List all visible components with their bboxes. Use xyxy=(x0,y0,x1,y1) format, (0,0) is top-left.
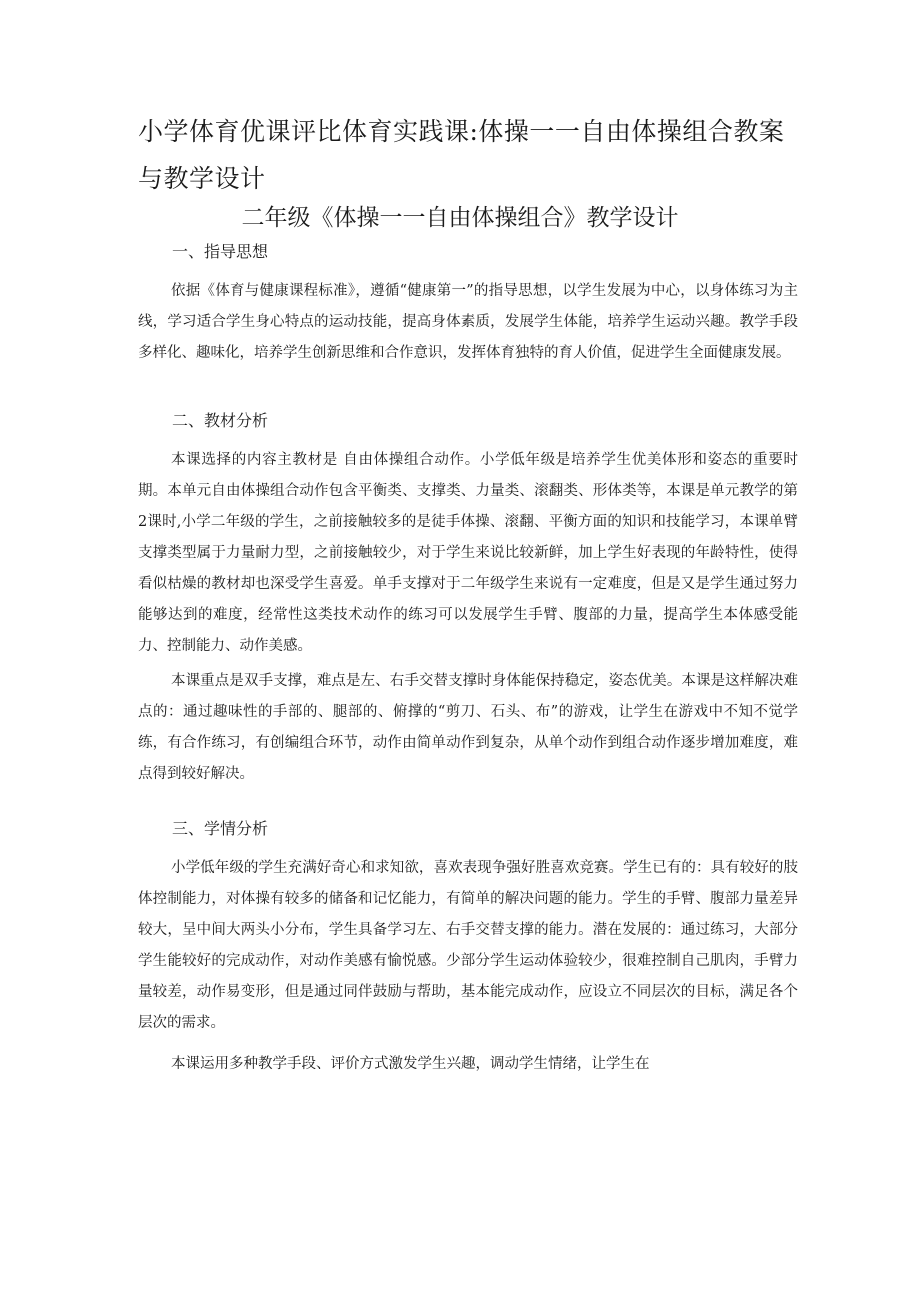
section-learner-analysis xyxy=(138,816,798,1080)
document-subtitle: 二年级《体操一一自由体操组合》教学设计 xyxy=(241,205,679,231)
paragraph: 依据《体育与健康课程标准》，遵循“健康第一”的指导思想，以学生发展为中心，以身体练习为主线，学习适合学生身心特点的运动技能，提高身体素质，发展学生体能，培养学生运动兴趣。教学手段多样化、趣味化，培养学生创新思维和合作意识，发挥体育独特的育人价值，促进学生全面健康发展。 xyxy=(138,283,798,361)
section-guiding-ideology xyxy=(138,239,798,369)
paragraph: 本课重点是双手支撑，难点是左、右手交替支撑时身体能保持稳定，姿态优美。本课是这样解决难点的：通过趣味性的手部的、腿部的、俯撑的“剪刀、石头、布”的游戏，让学生在游戏中不知不觉学练，有合作练习，有创编组合环节，动作由简单动作到复杂，从单个动作到组合动作逐步增加难度，难点得到较好解决。 xyxy=(138,673,798,782)
document-title: 小学体育优课评比体育实践课:体操一一自由体操组合教案与教学设计 xyxy=(138,117,785,193)
paragraph: 小学低年级的学生充满好奇心和求知欲，喜欢表现争强好胜喜欢竞赛。学生已有的：具有较好的肢体控制能力，对体操有较多的储备和记忆能力，有简单的解决问题的能力。学生的手臂、腹部力量差异较大，呈中间大两头小分布，学生具备学习左、右手交替支撑的能力。潜在发展的：通过练习，大部分学生能较好的完成动作，对动作美感有愉悦感。少部分学生运动体验较少，很难控制自己肌肉，手臂力量较差，动作易变形，但是通过同伴鼓励与帮助，基本能完成动作，应设立不同层次的目标，满足各个层次的需求。 xyxy=(138,860,798,1031)
paragraph: 本课选择的内容主教材是 自由体操组合动作。小学低年级是培养学生优美体形和姿态的重要时期。本单元自由体操组合动作包含平衡类、支撑类、力量类、滚翻类、形体类等，本课是单元教学的第2课时,小学二年级的学生，之前接触较多的是徒手体操、滚翻、平衡方面的知识和技能学习，本课单臂支撑类型属于力量耐力型，之前接触较少，对于学生来说比较新鲜，加上学生好表现的年龄特性，使得看似枯燥的教材却也深受学生喜爱。单手支撑对于二年级学生来说有一定难度，但是又是学生通过努力能够达到的难度，经常性这类技术动作的练习可以发展学生手臂、腹部的力量，提高学生本体感受能力、控制能力、动作美感。 xyxy=(138,452,798,654)
section-heading: 一、指导思想 xyxy=(172,242,269,261)
section-material-analysis xyxy=(138,408,798,790)
section-heading: 三、学情分析 xyxy=(172,819,269,838)
section-heading: 二、教材分析 xyxy=(172,411,269,430)
paragraph: 本课运用多种教学手段、评价方式激发学生兴趣，调动学生情绪，让学生在 xyxy=(171,1056,650,1072)
